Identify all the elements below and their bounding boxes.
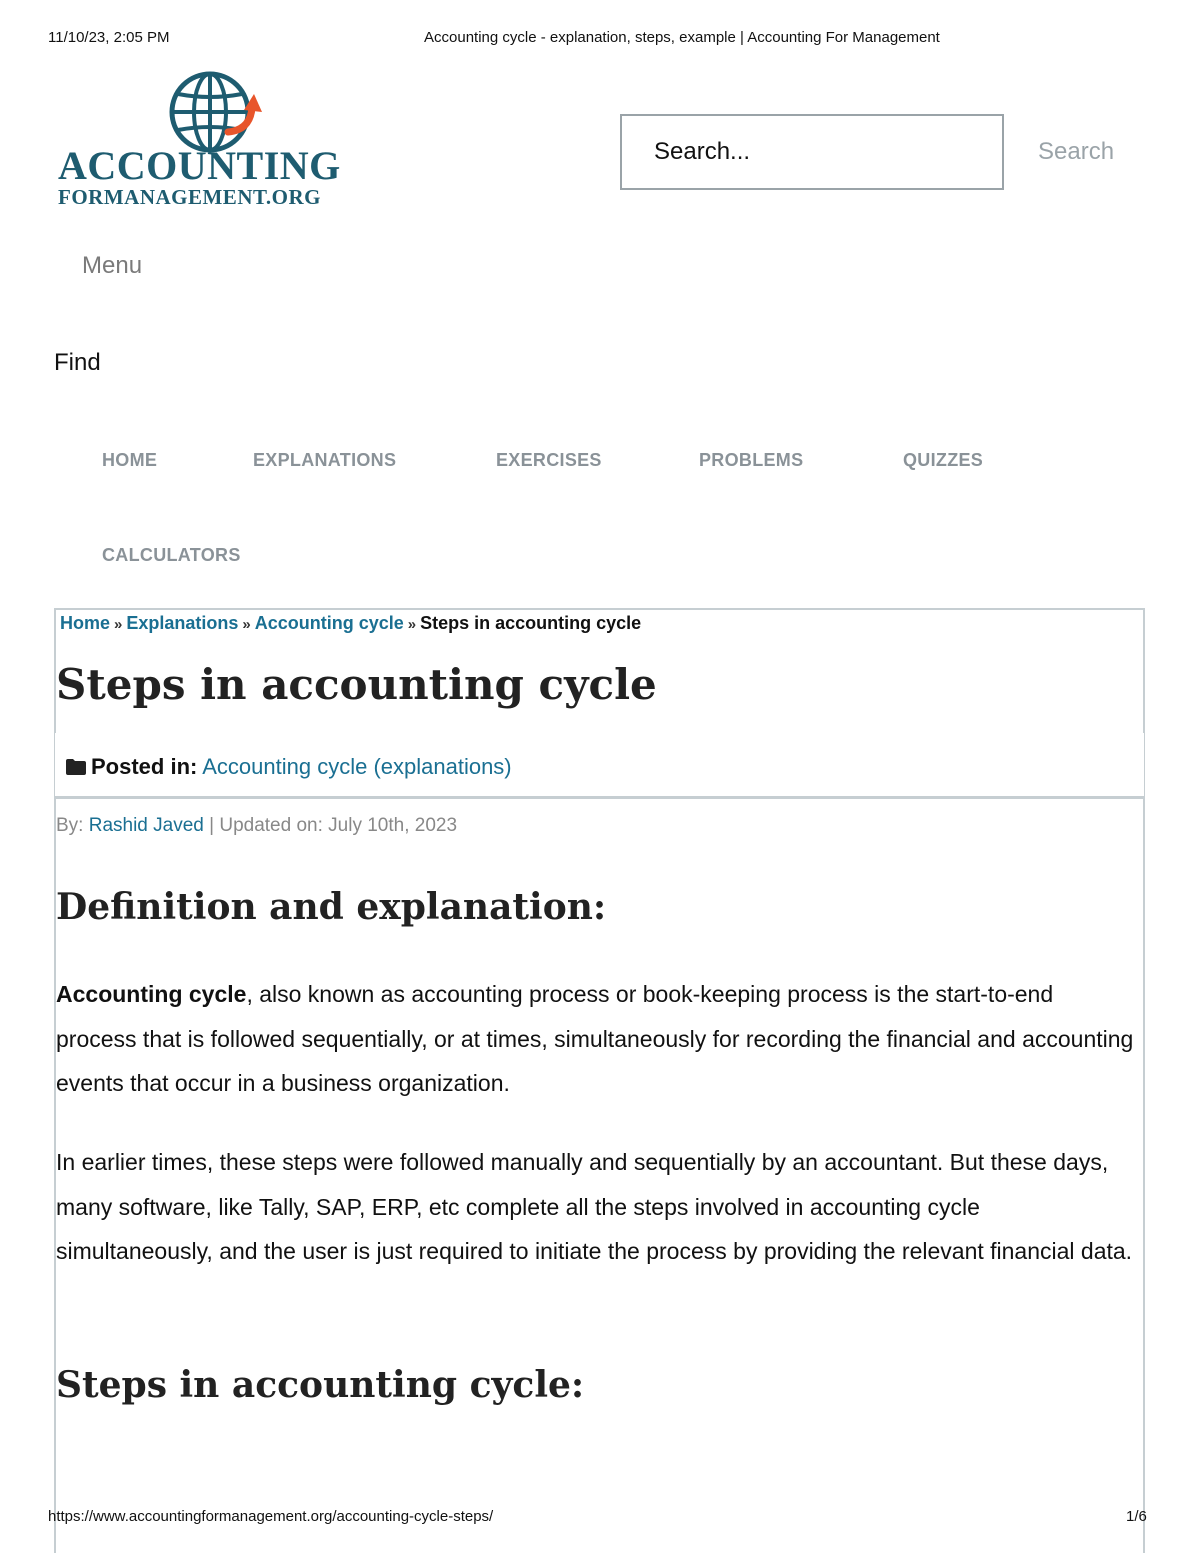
nav-quizzes[interactable]: QUIZZES: [903, 450, 984, 470]
folder-icon: [65, 758, 87, 776]
search-input[interactable]: [620, 114, 1004, 190]
menu-button[interactable]: Menu: [70, 252, 154, 280]
site-logo[interactable]: [56, 70, 366, 210]
byline-label: By:: [56, 815, 84, 836]
logo-text-accounting: ACCOUNTING: [58, 143, 341, 188]
posted-in-bar: [55, 733, 1144, 799]
breadcrumb-separator: »: [407, 616, 417, 633]
nav-problems[interactable]: PROBLEMS: [699, 450, 804, 470]
nav-exercises[interactable]: EXERCISES: [496, 450, 602, 470]
breadcrumb-home[interactable]: Home: [60, 613, 111, 633]
find-label: Find: [54, 349, 101, 376]
byline: [56, 815, 457, 837]
breadcrumb-explanations[interactable]: Explanations: [126, 613, 239, 633]
page-title: Steps in accounting cycle: [56, 660, 657, 709]
posted-in-category-link[interactable]: Accounting cycle (explanations): [202, 754, 512, 779]
search-button[interactable]: Search: [1020, 130, 1140, 174]
paragraph-history: In earlier times, these steps were followed manually and sequentially by an accountant. But these days, many software, like Tally, SAP, ERP, etc complete all the steps involved in accounting cycle simultaneously, and the user is just required to initiate the process by providing the relevant financial data.: [56, 1149, 1133, 1264]
breadcrumb-separator: »: [242, 616, 251, 633]
section-heading-steps: Steps in accounting cycle:: [56, 1364, 585, 1406]
term-accounting-cycle: Accounting cycle: [56, 981, 247, 1007]
nav-explanations[interactable]: EXPLANATIONS: [253, 450, 397, 470]
paragraph-definition: [56, 972, 1136, 1106]
print-page-number: 1/6: [1126, 1508, 1147, 1525]
print-url: https://www.accountingformanagement.org/accounting-cycle-steps/: [48, 1508, 494, 1525]
updated-date: | Updated on: July 10th, 2023: [209, 815, 458, 836]
breadcrumb-separator: »: [114, 616, 123, 633]
posted-in-label: Posted in:: [91, 754, 198, 779]
breadcrumb-accounting-cycle[interactable]: Accounting cycle: [254, 613, 404, 633]
breadcrumb-current: Steps in accounting cycle: [420, 613, 642, 633]
nav-calculators[interactable]: CALCULATORS: [102, 545, 241, 565]
section-heading-definition: Definition and explanation:: [56, 886, 607, 928]
print-datetime: 11/10/23, 2:05 PM: [48, 29, 170, 46]
logo-text-domain: FORMANAGEMENT.ORG: [58, 185, 322, 209]
print-page-title: Accounting cycle - explanation, steps, example | Accounting For Management: [424, 29, 940, 46]
nav-home[interactable]: HOME: [102, 450, 158, 470]
author-link[interactable]: Rashid Javed: [88, 815, 204, 836]
paragraph-definition-text: , also known as accounting process or book-keeping process is the start-to-end process that is followed sequentially, or at times, simultaneously for recording the financial and accounting events that occur in a business organization.: [56, 981, 1134, 1096]
breadcrumb: [60, 613, 641, 634]
